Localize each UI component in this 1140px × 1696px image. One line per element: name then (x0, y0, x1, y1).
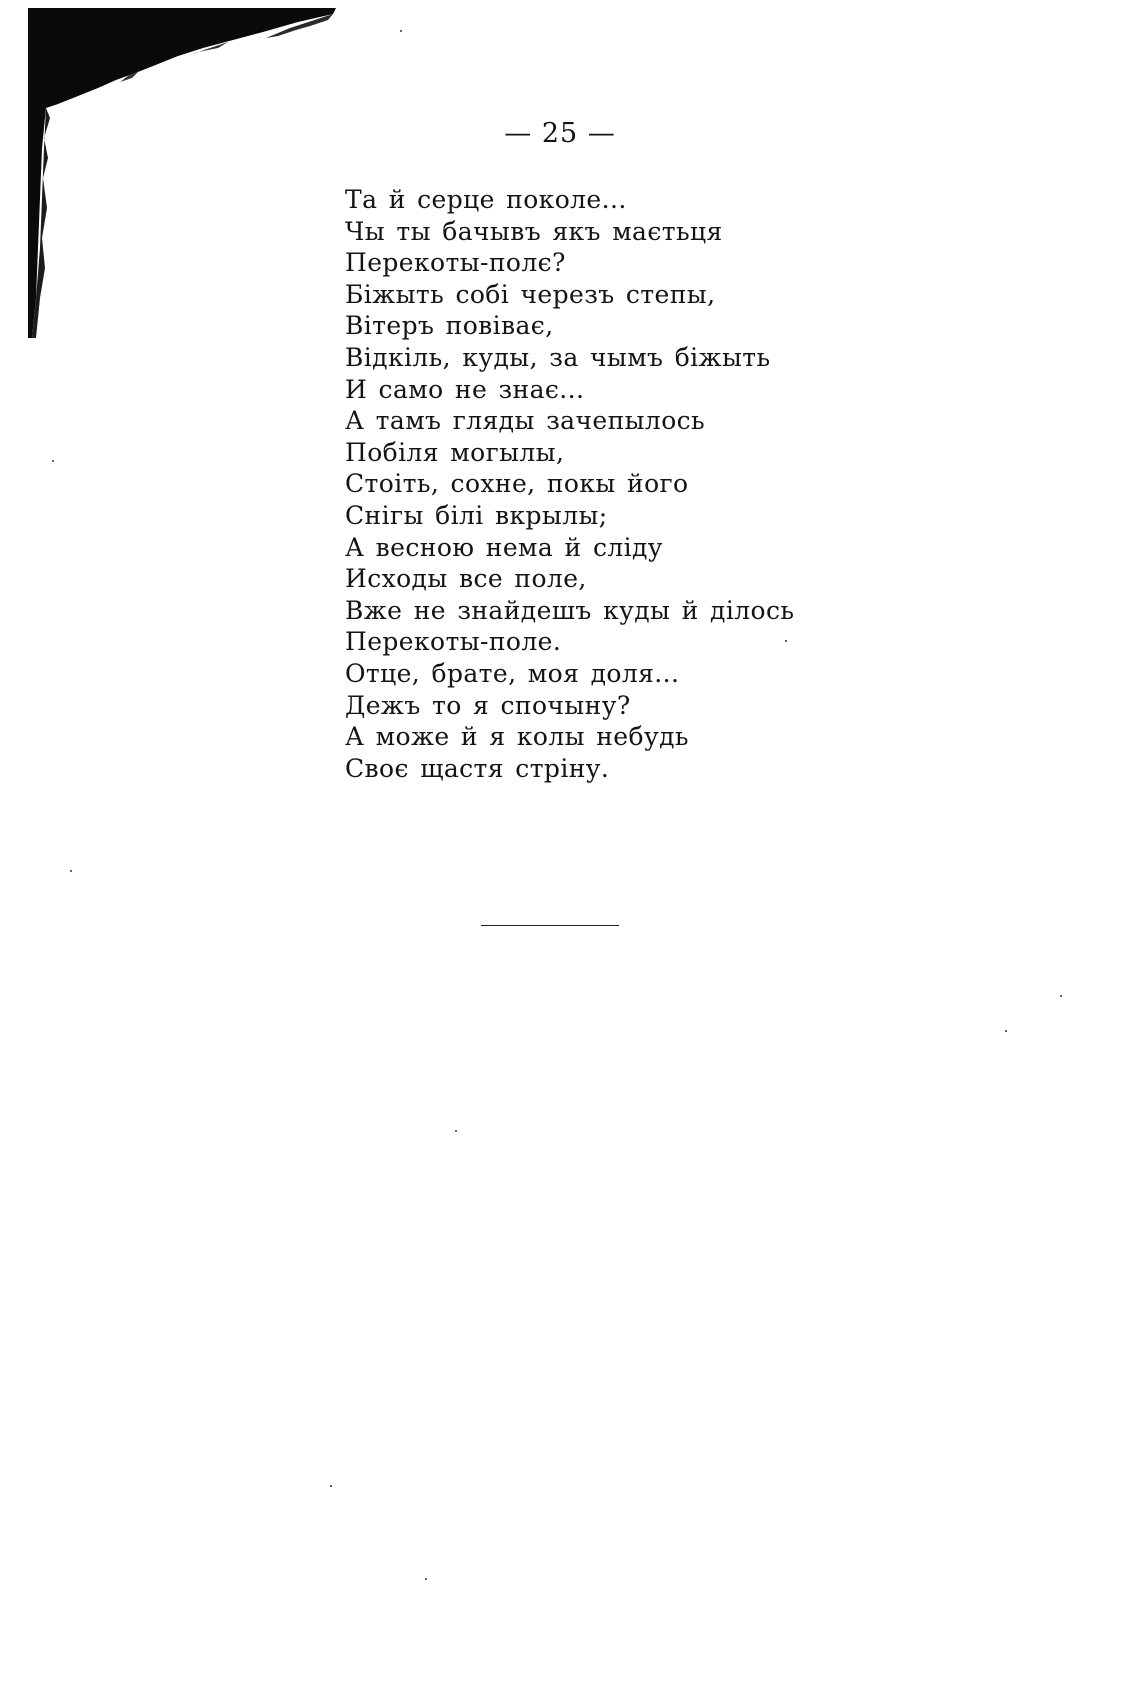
poem-line: А тамъ гляды зачепылось (345, 406, 706, 436)
poem-line: Перекоты-полє? (345, 248, 566, 278)
poem-line: Та й серце поколе... (345, 185, 627, 214)
poem-text (345, 184, 865, 784)
poem-line: Вже не знайдешъ куды й ділось (345, 595, 795, 625)
scan-speck (70, 870, 72, 872)
poem-line: Снігы білі вкрылы; (345, 500, 608, 530)
scan-speck (785, 640, 787, 642)
poem-line: Исходы все поле, (345, 564, 587, 594)
scan-speck (400, 30, 402, 32)
end-rule-divider (481, 925, 619, 926)
poem-line: Своє щастя стріну. (345, 753, 610, 783)
scan-speck (330, 1485, 332, 1487)
poem-line: Стоіть, сохне, покы його (345, 469, 689, 499)
poem-line: Побіля могылы, (345, 437, 565, 467)
scan-speck (1005, 1030, 1007, 1032)
scan-shadow-corner (28, 8, 343, 338)
poem-line: Біжыть собі черезъ степы, (345, 279, 716, 309)
scan-speck (455, 1130, 457, 1132)
scan-speck (1060, 995, 1062, 997)
scan-speck (52, 460, 54, 462)
poem-line: Перекоты-поле. (345, 627, 562, 657)
poem-line: Дежъ то я спочыну? (345, 690, 631, 720)
poem-line: Вітеръ повіває, (345, 311, 554, 341)
poem-line: А може й я колы небудь (345, 722, 689, 752)
poem-line: Отце, брате, моя доля... (345, 658, 680, 688)
poem-line: Відкіль, куды, за чымъ біжыть (345, 342, 771, 372)
scan-speck (425, 1578, 427, 1580)
page-number: — 25 — (504, 118, 616, 149)
poem-line: Чы ты бачывъ якъ маєтьця (345, 216, 723, 246)
poem-line: И само не знає... (345, 374, 585, 404)
poem-line: А весною нема й сліду (345, 532, 663, 562)
